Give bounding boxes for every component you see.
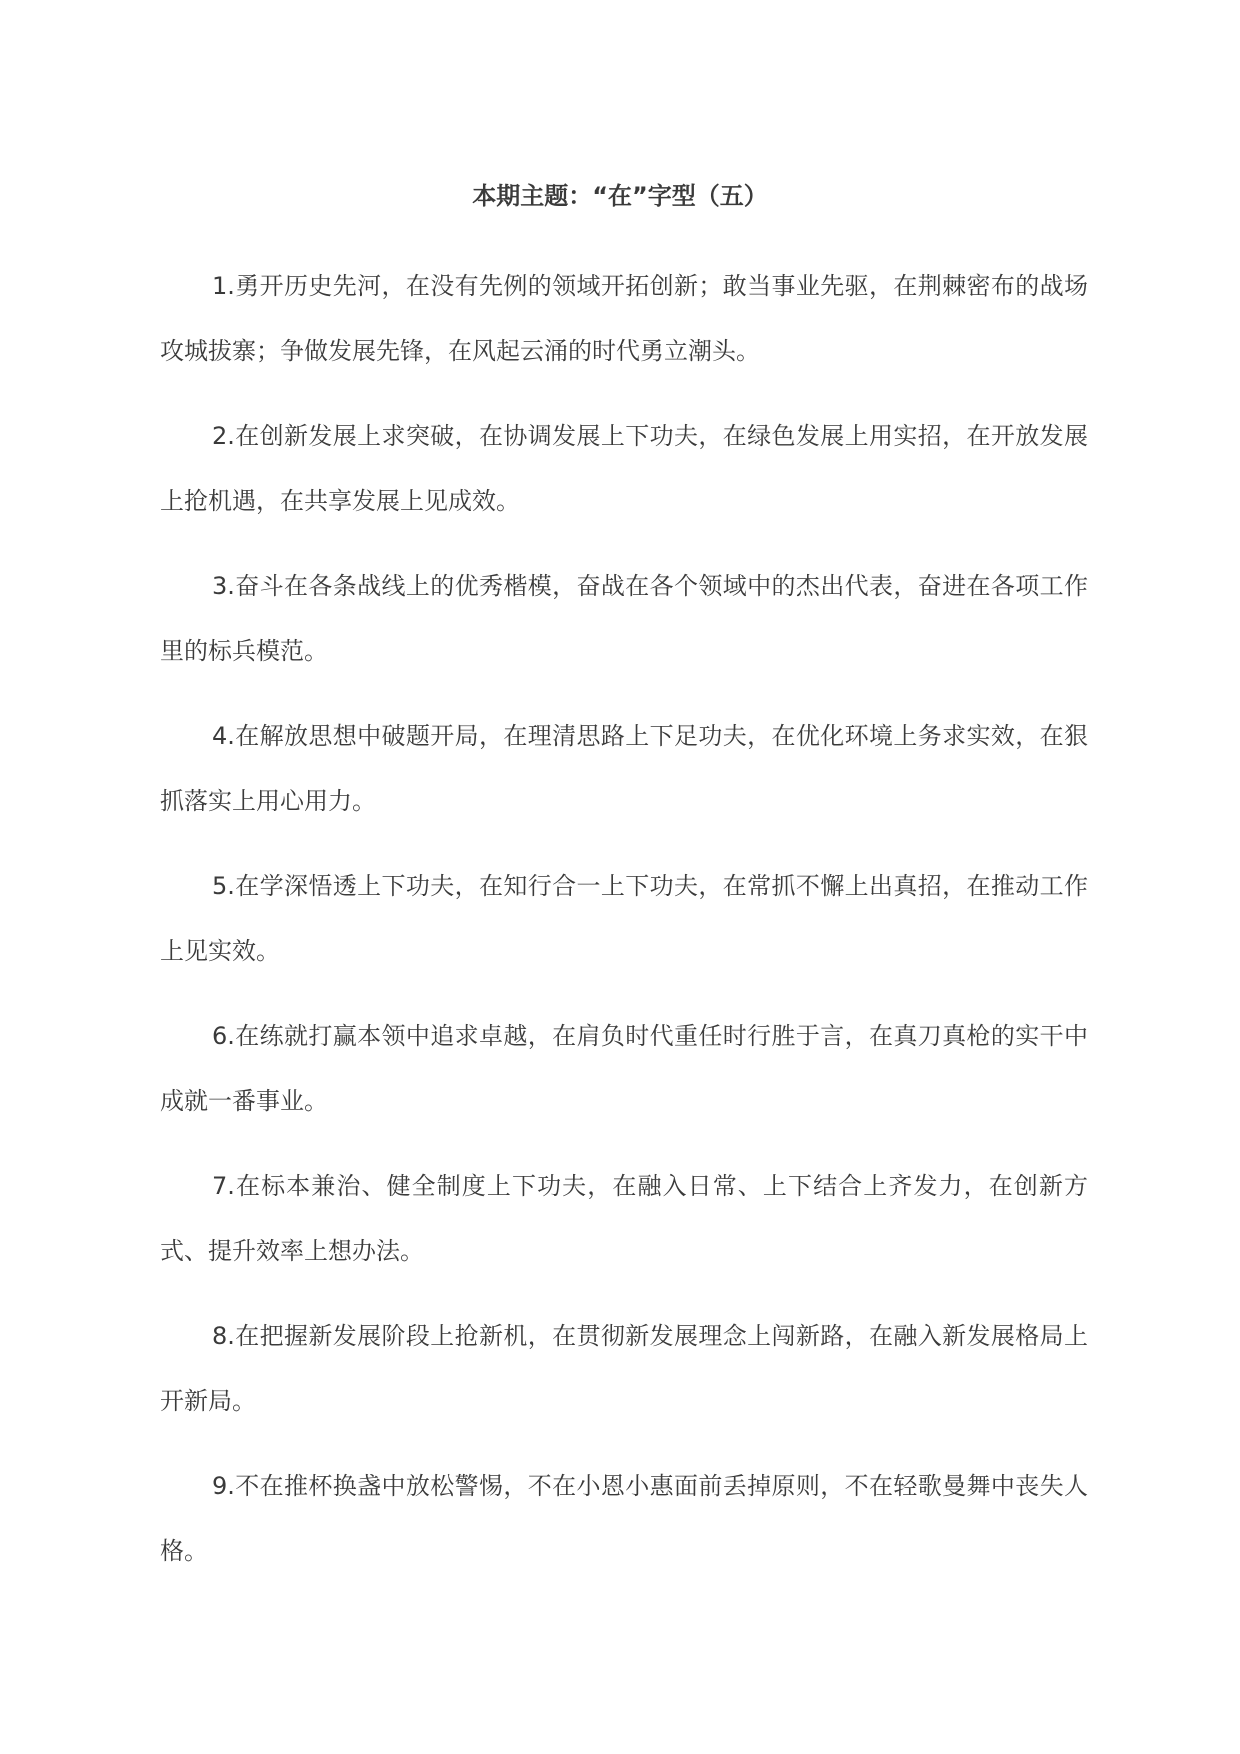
- list-item: 6.在练就打赢本领中追求卓越，在肩负时代重任时行胜于言，在真刀真枪的实干中成就一番事业。: [160, 1022, 1088, 1115]
- list-item: 3.奋斗在各条战线上的优秀楷模，奋战在各个领域中的杰出代表，奋进在各项工作里的标兵模范。: [160, 572, 1088, 665]
- list-item: 8.在把握新发展阶段上抢新机，在贯彻新发展理念上闯新路，在融入新发展格局上开新局。: [160, 1322, 1088, 1415]
- list-item: 1.勇开历史先河，在没有先例的领域开拓创新；敢当事业先驱，在荆棘密布的战场攻城拔寨；争做发展先锋，在风起云涌的时代勇立潮头。: [160, 272, 1088, 365]
- list-item: 5.在学深悟透上下功夫，在知行合一上下功夫，在常抓不懈上出真招，在推动工作上见实效。: [160, 872, 1088, 965]
- item-list: [160, 254, 1088, 1604]
- list-item: 2.在创新发展上求突破，在协调发展上下功夫，在绿色发展上用实招，在开放发展上抢机遇，在共享发展上见成效。: [160, 422, 1088, 515]
- list-item: 9.不在推杯换盏中放松警惕，不在小恩小惠面前丢掉原则，不在轻歌曼舞中丧失人格。: [160, 1472, 1088, 1565]
- list-item: 7.在标本兼治、健全制度上下功夫，在融入日常、上下结合上齐发力，在创新方式、提升效率上想办法。: [160, 1172, 1088, 1265]
- page-title: 本期主题：“在”字型（五）: [472, 182, 768, 210]
- list-item: 4.在解放思想中破题开局，在理清思路上下足功夫，在优化环境上务求实效，在狠抓落实上用心用力。: [160, 722, 1088, 815]
